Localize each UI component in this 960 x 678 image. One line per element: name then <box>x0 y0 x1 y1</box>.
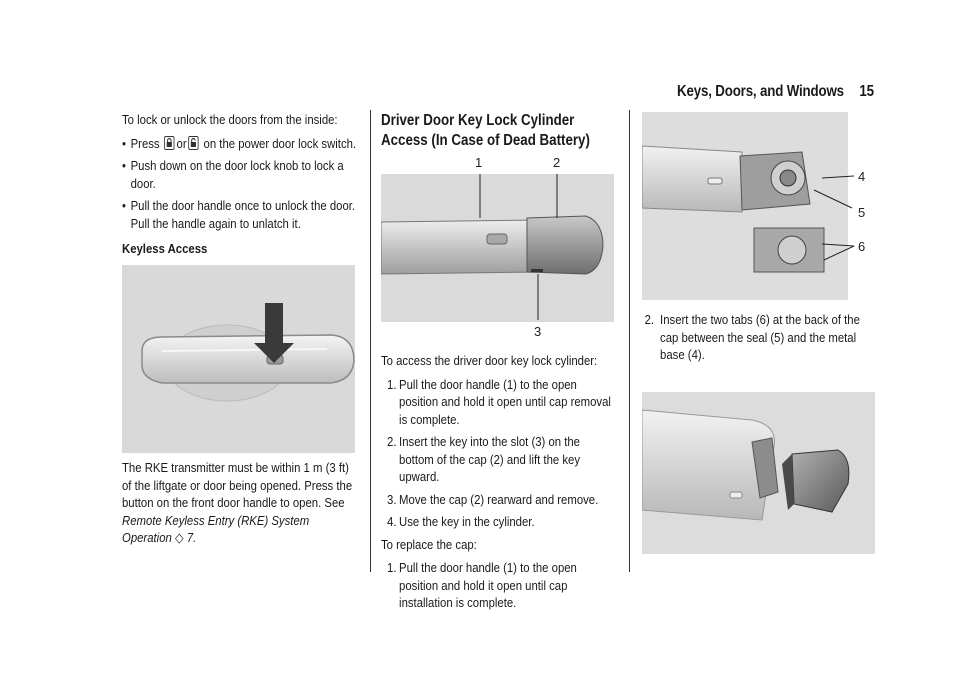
column-divider-2 <box>629 110 630 572</box>
lock-cylinder-heading: Driver Door Key Lock Cylinder Access (In Case of Dead Battery) <box>381 112 590 149</box>
cylinder-tabs-figure <box>642 112 880 302</box>
callout-label: 4 <box>858 169 866 184</box>
callout-label: 2 <box>553 155 561 170</box>
page-number: 15 <box>859 83 874 100</box>
keyless-handle-figure <box>122 265 355 453</box>
list-item: 4. Use the key in the cylinder. <box>387 514 535 529</box>
callout-label: 1 <box>475 155 483 170</box>
unlock-icon <box>188 136 198 150</box>
callout-label: 3 <box>534 324 542 339</box>
bullet-item: • Push down on the door lock knob to lock a door. <box>122 157 361 192</box>
bullet-item: • Pull the door handle once to unlock the door. Pull the handle again to unlatch it. <box>122 197 361 232</box>
list-item: 2. Insert the two tabs (6) at the back of the cap between the seal (5) and the metal base (4). <box>644 312 860 362</box>
running-header <box>677 83 874 101</box>
step-2-paragraph <box>642 311 880 369</box>
handle-cap-figure <box>381 152 614 344</box>
column-1 <box>122 111 362 264</box>
page-ref-icon: ◇ <box>174 530 184 545</box>
cap-removal-figure <box>642 392 875 554</box>
keyless-access-heading: Keyless Access <box>122 241 208 256</box>
rke-page-ref[interactable]: 7. <box>186 530 197 545</box>
callout-lines <box>381 152 614 344</box>
access-steps <box>381 352 617 617</box>
bullet-item: • Press or on the power door lock switch. <box>122 135 361 153</box>
column-divider-1 <box>370 110 371 572</box>
rke-paragraph: The RKE transmitter must be within 1 m (3 ft) of the liftgate or door being opened. Press the button on the front door handle to open. See Remote Keyless Entry (RKE) System Operation ◇ 7. <box>122 460 353 545</box>
callout-label: 5 <box>858 205 866 220</box>
list-item: 3. Move the cap (2) rearward and remove. <box>387 491 599 507</box>
callout-label: 6 <box>858 239 866 254</box>
rke-link[interactable]: Remote Keyless Entry (RKE) System Operation <box>122 512 310 545</box>
intro-text: To lock or unlock the doors from the inside: <box>122 112 338 127</box>
lock-icon <box>164 136 174 150</box>
list-item: 1. Pull the door handle (1) to the open position and hold it open until cap installation is complete. <box>387 560 577 610</box>
replace-intro: To replace the cap: <box>381 536 477 552</box>
callout-lines <box>642 112 880 302</box>
list-item: 2. Insert the key into the slot (3) on the bottom of the cap (2) and lift the key upward. <box>387 434 580 484</box>
list-item: 1. Pull the door handle (1) to the open position and hold it open until cap removal is complete. <box>387 376 611 427</box>
section-title: Keys, Doors, and Windows <box>677 83 845 100</box>
access-intro: To access the driver door key lock cylinder: <box>381 353 598 368</box>
